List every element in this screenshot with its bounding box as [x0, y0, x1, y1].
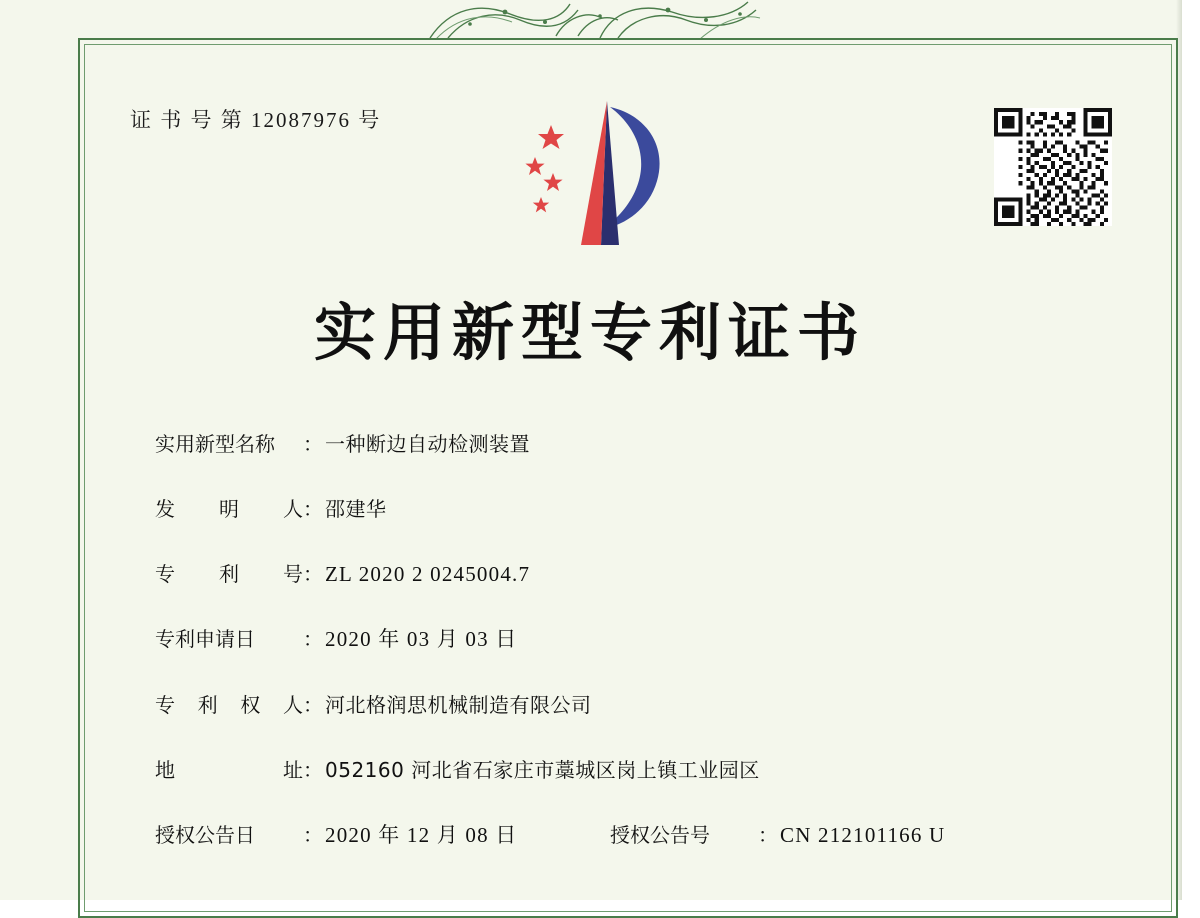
- field-value-patentee: 河北格润思机械制造有限公司: [325, 693, 592, 717]
- label-char: 地: [155, 758, 175, 782]
- field-patent-number: [155, 558, 1115, 587]
- label-char: 址: [283, 758, 303, 782]
- label-char: 明: [219, 497, 239, 521]
- label-char: 专: [155, 693, 175, 717]
- field-grant-date: [155, 819, 610, 849]
- field-label-utility-model-name: 实用新型名称: [155, 432, 275, 456]
- field-label-application-date: 专利申请日: [155, 627, 255, 651]
- label-char: 号: [283, 562, 303, 586]
- page-title: 实用新型专利证书: [313, 296, 866, 369]
- certificate-fields: [155, 428, 1115, 849]
- label-char: 人: [282, 693, 303, 717]
- field-colon: ：: [758, 825, 778, 847]
- field-value-grant-number: CN 212101166 U: [780, 823, 946, 847]
- qr-code: [994, 108, 1112, 226]
- cnipa-emblem-icon: [515, 95, 680, 250]
- field-patentee: [155, 689, 1115, 718]
- field-label-inventor: [155, 493, 303, 522]
- field-address: [155, 754, 1115, 783]
- field-utility-model-name: [155, 428, 1115, 457]
- ornamental-border-top: [0, 0, 1200, 40]
- field-value-inventor: 邵建华: [325, 497, 387, 521]
- field-colon: ：: [303, 629, 323, 651]
- field-value-address: 052160 河北省石家庄市藁城区岗上镇工业园区: [325, 758, 760, 782]
- field-inventor: [155, 493, 1115, 522]
- field-colon: ：: [303, 499, 323, 521]
- field-value-utility-model-name: 一种断边自动检测装置: [325, 432, 530, 456]
- label-char: 权: [240, 693, 261, 717]
- field-grant-number: [610, 819, 945, 848]
- certificate-number: 证 书 号 第 12087976 号: [130, 108, 382, 132]
- field-colon: ：: [303, 825, 323, 847]
- label-char: 利: [219, 562, 239, 586]
- field-label-address: [155, 754, 303, 783]
- field-label-grant-date: 授权公告日: [155, 823, 255, 847]
- field-colon: ：: [303, 695, 323, 717]
- field-label-patent-number: [155, 558, 303, 587]
- field-value-application-date: 2020 年 03 月 03 日: [325, 627, 518, 651]
- field-label-patentee: [155, 689, 303, 718]
- field-grant-row: [155, 819, 1115, 849]
- label-char: 发: [155, 497, 175, 521]
- page-edge: [1182, 0, 1200, 900]
- field-colon: ：: [303, 760, 323, 782]
- label-char: 利: [197, 693, 218, 717]
- field-application-date: [155, 623, 1115, 653]
- field-colon: ：: [303, 434, 323, 456]
- label-char: 人: [283, 497, 303, 521]
- field-colon: ：: [303, 564, 323, 586]
- field-value-patent-number: ZL 2020 2 0245004.7: [325, 562, 531, 586]
- field-label-grant-number: 授权公告号: [610, 823, 710, 847]
- label-char: 专: [155, 562, 175, 586]
- field-value-grant-date: 2020 年 12 月 08 日: [325, 823, 518, 847]
